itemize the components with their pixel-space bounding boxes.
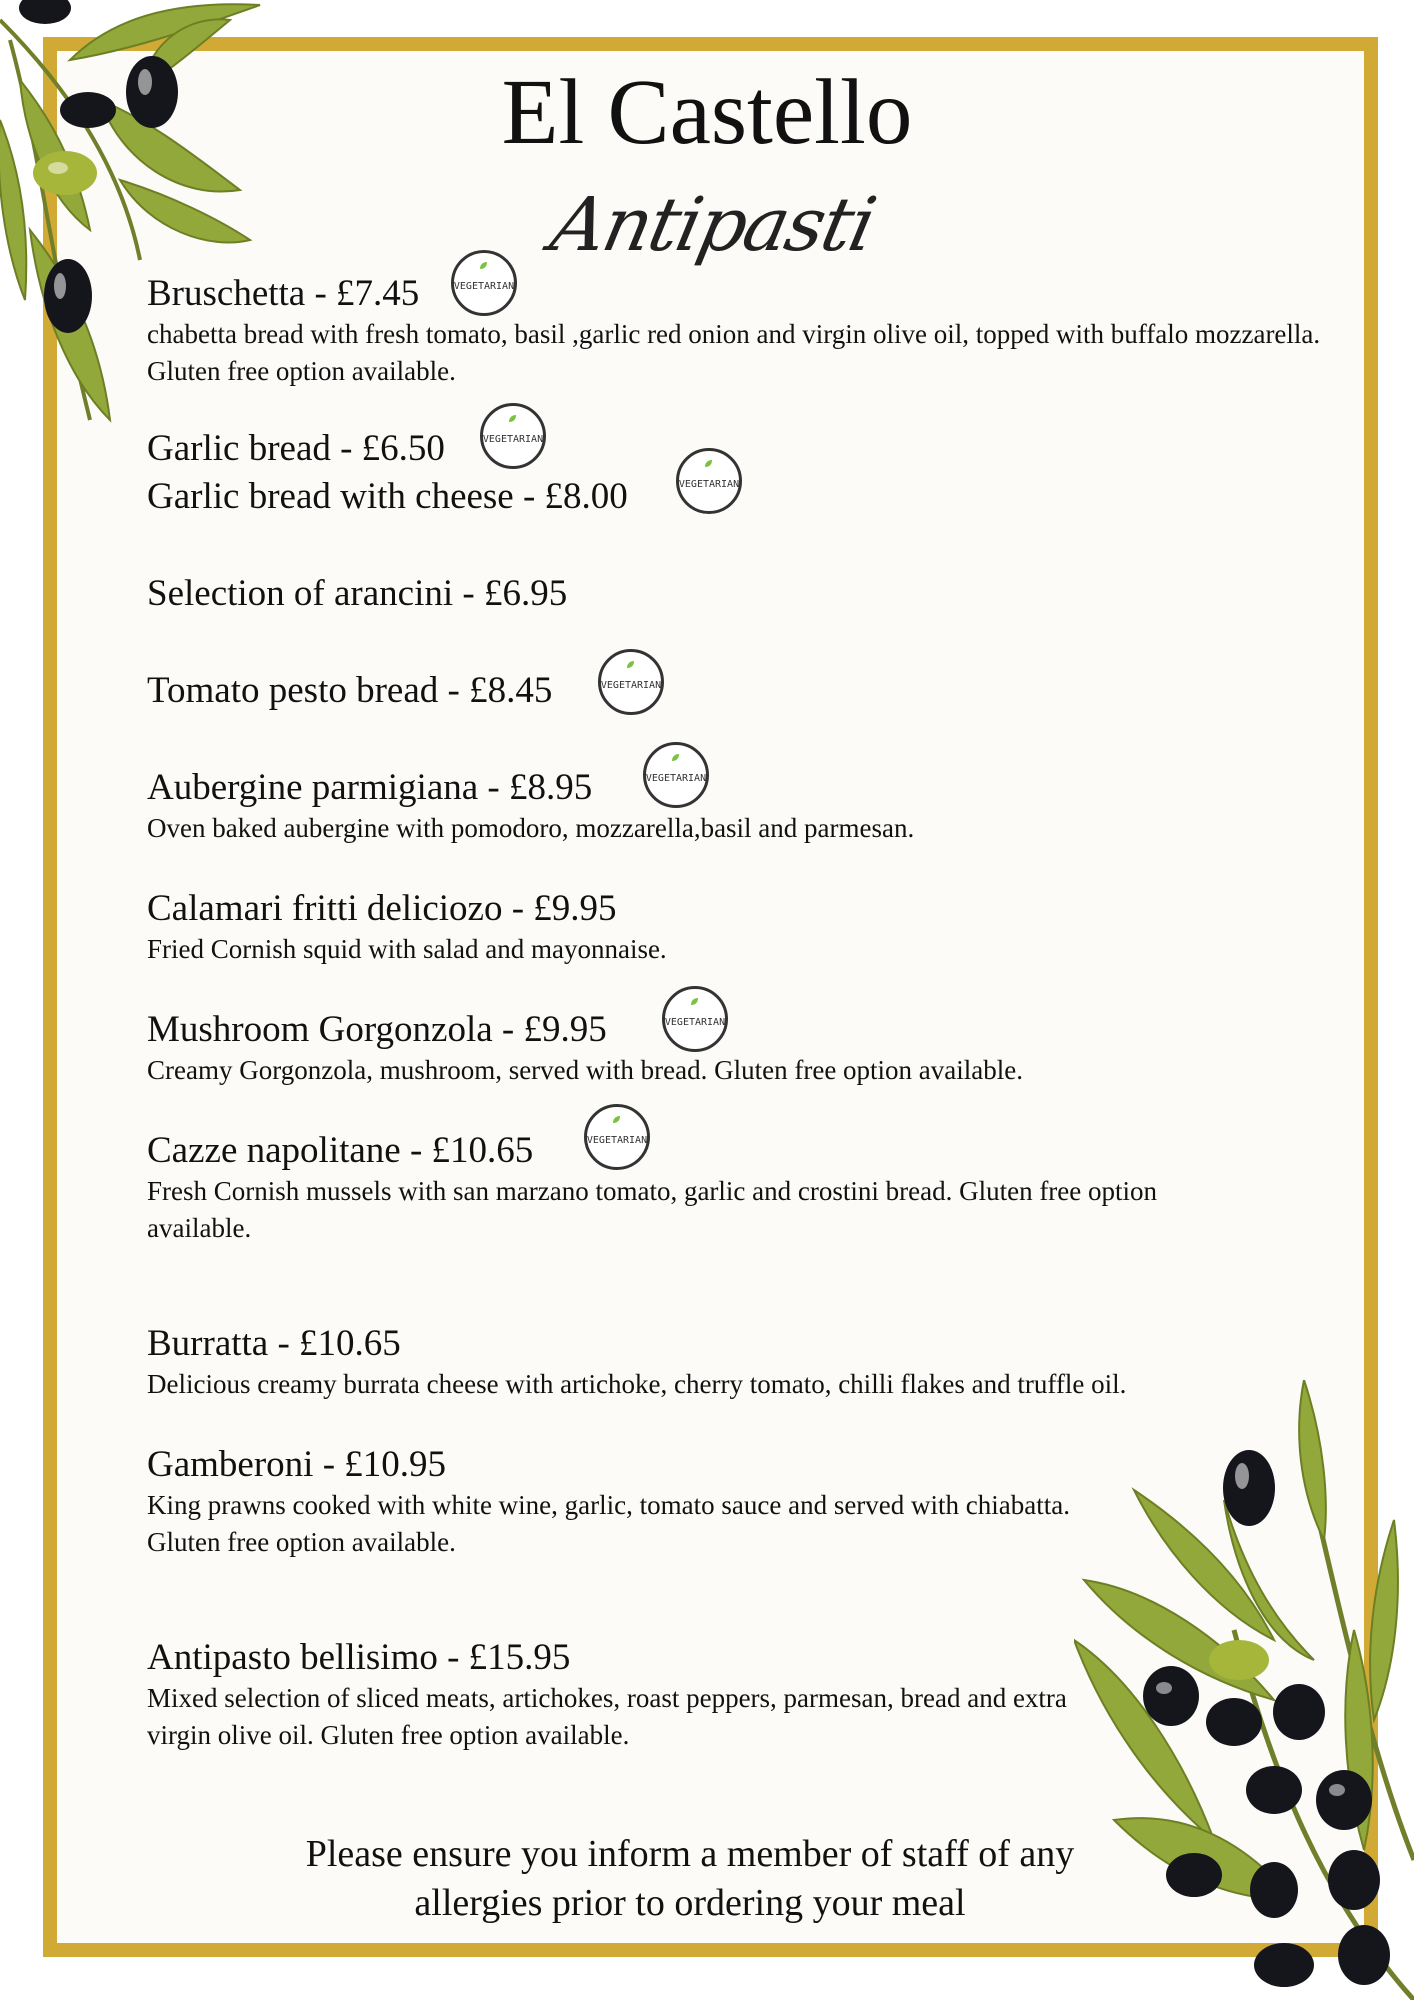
vegetarian-badge-icon bbox=[662, 986, 728, 1052]
svg-text:VEGETARIAN: VEGETARIAN bbox=[646, 773, 706, 784]
vegetarian-badge-icon bbox=[598, 649, 664, 715]
menu-item bbox=[147, 1129, 1227, 1247]
item-name: Cazze napolitane - £10.65 bbox=[147, 1130, 534, 1171]
svg-text:VEGETARIAN: VEGETARIAN bbox=[665, 1017, 725, 1028]
item-name: Tomato pesto bread - £8.45 bbox=[147, 670, 553, 711]
item-name: Antipasto bellisimo - £15.95 bbox=[147, 1637, 571, 1678]
item-description: Fresh Cornish mussels with san marzano tomato, garlic and crostini bread. Gluten free option available. bbox=[147, 1176, 1158, 1243]
menu-item bbox=[147, 887, 1327, 968]
svg-text:VEGETARIAN: VEGETARIAN bbox=[483, 434, 543, 445]
item-name: Mushroom Gorgonzola - £9.95 bbox=[147, 1009, 607, 1050]
item-description: Oven baked aubergine with pomodoro, mozzarella,basil and parmesan. bbox=[147, 813, 915, 843]
menu-item bbox=[147, 669, 1327, 713]
menu-item bbox=[147, 572, 1327, 616]
item-name: Selection of arancini - £6.95 bbox=[147, 573, 568, 614]
vegetarian-badge-icon bbox=[643, 742, 709, 808]
vegetarian-badge-icon bbox=[480, 403, 546, 469]
item-name: Aubergine parmigiana - £8.95 bbox=[147, 767, 593, 808]
item-description: Fried Cornish squid with salad and mayonnaise. bbox=[147, 934, 667, 964]
item-description: King prawns cooked with white wine, garlic, tomato sauce and served with chiabatta. Gluten free option available. bbox=[147, 1490, 1070, 1557]
item-name: Garlic bread with cheese - £8.00 bbox=[147, 476, 628, 517]
svg-text:VEGETARIAN: VEGETARIAN bbox=[679, 479, 739, 490]
allergy-notice bbox=[0, 1830, 1380, 1928]
item-name: Gamberoni - £10.95 bbox=[147, 1444, 447, 1485]
vegetarian-badge-icon bbox=[584, 1104, 650, 1170]
menu-item bbox=[147, 1322, 1327, 1403]
svg-text:VEGETARIAN: VEGETARIAN bbox=[454, 281, 514, 292]
vegetarian-badge-icon bbox=[451, 250, 517, 316]
item-name: Burratta - £10.65 bbox=[147, 1323, 401, 1364]
menu-item bbox=[147, 1636, 1077, 1754]
section-title: Antipasti bbox=[543, 182, 882, 268]
item-description: Creamy Gorgonzola, mushroom, served with bread. Gluten free option available. bbox=[147, 1055, 1023, 1085]
item-name: Bruschetta - £7.45 bbox=[147, 273, 420, 314]
item-name: Garlic bread - £6.50 bbox=[147, 428, 445, 469]
menu-item bbox=[147, 766, 1327, 847]
item-name: Calamari fritti deliciozo - £9.95 bbox=[147, 888, 617, 929]
svg-text:VEGETARIAN: VEGETARIAN bbox=[587, 1135, 647, 1146]
allergy-notice-line-1: Please ensure you inform a member of staff of any bbox=[305, 1833, 1075, 1875]
vegetarian-badge-icon bbox=[676, 448, 742, 514]
menu-item bbox=[147, 272, 1327, 390]
menu-item bbox=[147, 1443, 1077, 1561]
svg-text:VEGETARIAN: VEGETARIAN bbox=[601, 680, 661, 691]
menu-item bbox=[147, 1008, 1327, 1089]
allergy-notice-line-2: allergies prior to ordering your meal bbox=[414, 1882, 966, 1924]
item-description: Mixed selection of sliced meats, artichokes, roast peppers, parmesan, bread and extra virgin olive oil. Gluten free option available. bbox=[147, 1683, 1067, 1750]
restaurant-name: El Castello bbox=[501, 61, 913, 164]
item-description: chabetta bread with fresh tomato, basil ,garlic red onion and virgin olive oil, topped with buffalo mozzarella. Gluten free option available. bbox=[147, 319, 1321, 386]
item-description: Delicious creamy burrata cheese with artichoke, cherry tomato, chilli flakes and truffle oil. bbox=[147, 1369, 1127, 1399]
